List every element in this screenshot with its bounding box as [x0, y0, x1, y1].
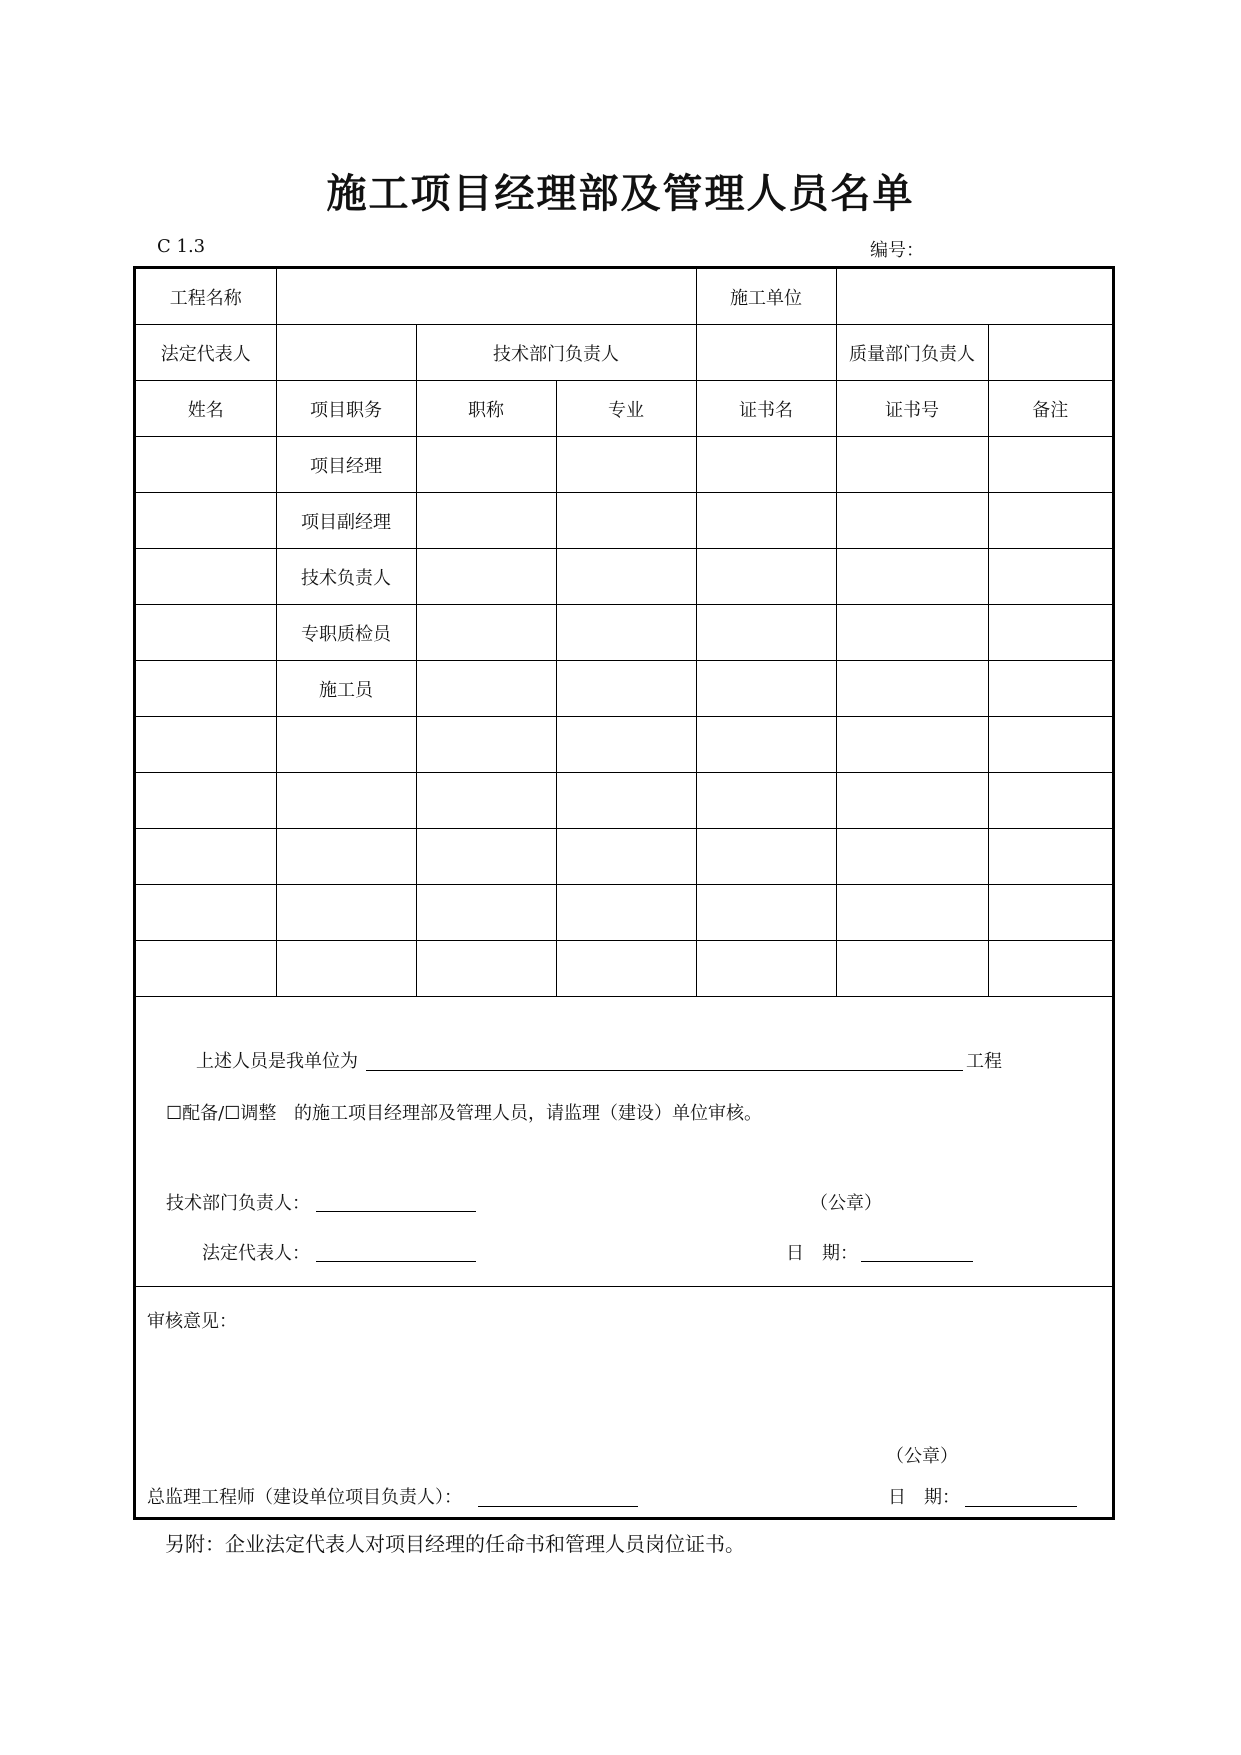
- project-name-blank[interactable]: [366, 1070, 963, 1071]
- position-label: 项目经理: [276, 437, 416, 493]
- cell-position[interactable]: [276, 717, 416, 773]
- table-row: [136, 549, 1112, 605]
- serial-number-label: 编号：: [870, 240, 924, 261]
- cell-specialty[interactable]: [556, 493, 696, 549]
- cell-certificate-number[interactable]: [836, 829, 988, 885]
- legal-rep-sign-label: 法定代表人：: [202, 1243, 310, 1264]
- chief-supervisor-signature-blank[interactable]: [478, 1506, 638, 1507]
- cell-specialty[interactable]: [556, 717, 696, 773]
- cell-remarks[interactable]: [988, 773, 1112, 829]
- legal-rep-label: 法定代表人: [136, 325, 276, 381]
- cell-certificate-number[interactable]: [836, 885, 988, 941]
- cell-title[interactable]: [416, 717, 556, 773]
- cell-specialty[interactable]: [556, 773, 696, 829]
- table-row: [136, 437, 1112, 493]
- cell-certificate-number[interactable]: [836, 717, 988, 773]
- column-header-remarks: 备注: [988, 381, 1112, 437]
- cell-certificate-number[interactable]: [836, 773, 988, 829]
- quality-head-field[interactable]: [988, 325, 1112, 381]
- cell-name[interactable]: [136, 605, 276, 661]
- position-label: 专职质检员: [276, 605, 416, 661]
- declaration-date-blank[interactable]: [861, 1261, 973, 1262]
- cell-certificate-name[interactable]: [696, 885, 836, 941]
- column-header-position: 项目职务: [276, 381, 416, 437]
- contractor-field[interactable]: [836, 269, 1112, 325]
- cell-specialty[interactable]: [556, 885, 696, 941]
- cell-title[interactable]: [416, 941, 556, 997]
- column-header-row: [136, 381, 1112, 437]
- cell-name[interactable]: [136, 437, 276, 493]
- contractor-label: 施工单位: [696, 269, 836, 325]
- review-section: [136, 1287, 1112, 1520]
- cell-certificate-number[interactable]: [836, 437, 988, 493]
- personnel-table: [136, 269, 1112, 997]
- cell-name[interactable]: [136, 885, 276, 941]
- cell-certificate-name[interactable]: [696, 773, 836, 829]
- column-header-certificate-number: 证书号: [836, 381, 988, 437]
- column-header-specialty: 专业: [556, 381, 696, 437]
- cell-remarks[interactable]: [988, 941, 1112, 997]
- review-date-blank[interactable]: [965, 1506, 1077, 1507]
- review-date-label: 日 期：: [888, 1487, 960, 1508]
- project-info-row: [136, 269, 1112, 325]
- cell-remarks[interactable]: [988, 885, 1112, 941]
- column-header-certificate-name: 证书名: [696, 381, 836, 437]
- position-label: 项目副经理: [276, 493, 416, 549]
- table-row: [136, 885, 1112, 941]
- tech-head-signature-blank[interactable]: [316, 1211, 476, 1212]
- cell-title[interactable]: [416, 829, 556, 885]
- declaration-suffix: 工程: [966, 1051, 1002, 1072]
- cell-position[interactable]: [276, 773, 416, 829]
- cell-specialty[interactable]: [556, 605, 696, 661]
- table-row: [136, 493, 1112, 549]
- cell-specialty[interactable]: [556, 549, 696, 605]
- cell-remarks[interactable]: [988, 829, 1112, 885]
- column-header-title: 职称: [416, 381, 556, 437]
- cell-certificate-name[interactable]: [696, 493, 836, 549]
- cell-title[interactable]: [416, 549, 556, 605]
- project-name-field[interactable]: [276, 269, 696, 325]
- chief-supervisor-label: 总监理工程师（建设单位项目负责人）：: [147, 1487, 462, 1508]
- column-header-name: 姓名: [136, 381, 276, 437]
- responsible-persons-row: [136, 325, 1112, 381]
- cell-remarks[interactable]: [988, 661, 1112, 717]
- personnel-form: [133, 266, 1115, 1520]
- document-title: 施工项目经理部及管理人员名单: [326, 170, 915, 217]
- cell-certificate-number[interactable]: [836, 549, 988, 605]
- table-row: [136, 661, 1112, 717]
- cell-certificate-number[interactable]: [836, 941, 988, 997]
- cell-certificate-name[interactable]: [696, 661, 836, 717]
- position-label: 技术负责人: [276, 549, 416, 605]
- review-opinion-label: 审核意见：: [147, 1311, 237, 1332]
- cell-remarks[interactable]: [988, 549, 1112, 605]
- quality-head-label: 质量部门负责人: [836, 325, 988, 381]
- cell-title[interactable]: [416, 437, 556, 493]
- cell-title[interactable]: [416, 885, 556, 941]
- cell-certificate-name[interactable]: [696, 941, 836, 997]
- cell-name[interactable]: [136, 717, 276, 773]
- contractor-seal-label: （公章）: [810, 1193, 882, 1214]
- cell-certificate-name[interactable]: [696, 717, 836, 773]
- table-row: [136, 773, 1112, 829]
- cell-specialty[interactable]: [556, 661, 696, 717]
- cell-position[interactable]: [276, 829, 416, 885]
- declaration-body-text: 的施工项目经理部及管理人员，请监理（建设）单位审核。: [294, 1103, 762, 1124]
- table-row: [136, 829, 1112, 885]
- cell-remarks[interactable]: [988, 717, 1112, 773]
- tech-head-sign-label: 技术部门负责人：: [166, 1193, 310, 1214]
- cell-position[interactable]: [276, 885, 416, 941]
- cell-title[interactable]: [416, 773, 556, 829]
- cell-certificate-number[interactable]: [836, 605, 988, 661]
- declaration-section: [136, 999, 1112, 1287]
- table-row: [136, 605, 1112, 661]
- cell-name[interactable]: [136, 829, 276, 885]
- cell-specialty[interactable]: [556, 437, 696, 493]
- declaration-date-label: 日 期：: [786, 1243, 858, 1264]
- cell-name[interactable]: [136, 773, 276, 829]
- legal-rep-signature-blank[interactable]: [316, 1261, 476, 1262]
- cell-name[interactable]: [136, 493, 276, 549]
- declaration-prefix: 上述人员是我单位为: [196, 1051, 358, 1072]
- supervisor-seal-label: （公章）: [886, 1446, 958, 1467]
- cell-specialty[interactable]: [556, 829, 696, 885]
- tech-head-label: 技术部门负责人: [416, 325, 696, 381]
- cell-certificate-name[interactable]: [696, 437, 836, 493]
- cell-name[interactable]: [136, 941, 276, 997]
- cell-specialty[interactable]: [556, 941, 696, 997]
- cell-certificate-number[interactable]: [836, 661, 988, 717]
- cell-title[interactable]: [416, 493, 556, 549]
- cell-remarks[interactable]: [988, 605, 1112, 661]
- cell-position[interactable]: [276, 941, 416, 997]
- cell-certificate-name[interactable]: [696, 605, 836, 661]
- cell-title[interactable]: [416, 605, 556, 661]
- cell-certificate-number[interactable]: [836, 493, 988, 549]
- cell-title[interactable]: [416, 661, 556, 717]
- cell-name[interactable]: [136, 549, 276, 605]
- form-code: C 1.3: [157, 236, 206, 257]
- position-label: 施工员: [276, 661, 416, 717]
- project-name-label: 工程名称: [136, 269, 276, 325]
- appendix-note: 另附：企业法定代表人对项目经理的任命书和管理人员岗位证书。: [165, 1532, 745, 1556]
- cell-certificate-name[interactable]: [696, 829, 836, 885]
- table-row: [136, 717, 1112, 773]
- cell-name[interactable]: [136, 661, 276, 717]
- table-row: [136, 941, 1112, 997]
- tech-head-field[interactable]: [696, 325, 836, 381]
- cell-certificate-name[interactable]: [696, 549, 836, 605]
- config-adjust-checkboxes[interactable]: ☐配备/☐调整: [166, 1103, 277, 1124]
- cell-remarks[interactable]: [988, 493, 1112, 549]
- cell-remarks[interactable]: [988, 437, 1112, 493]
- legal-rep-field[interactable]: [276, 325, 416, 381]
